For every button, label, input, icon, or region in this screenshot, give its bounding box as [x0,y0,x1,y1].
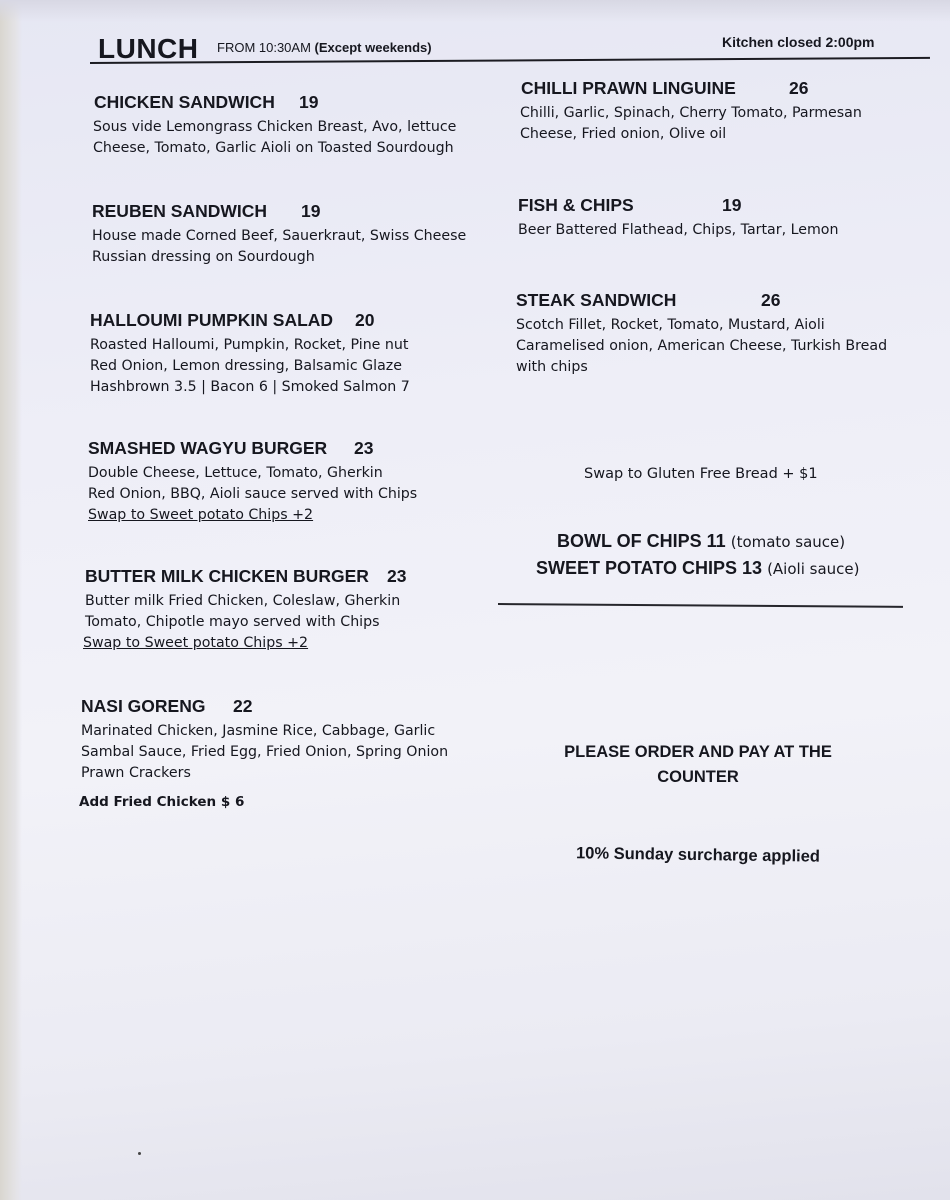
gluten-free-note: Swap to Gluten Free Bread + $1 [584,466,818,482]
item-desc-line: Cheese, Fried onion, Olive oil [520,126,727,142]
item-desc-line: Butter milk Fried Chicken, Coleslaw, Gherkin [85,593,401,609]
item-price: 19 [301,201,321,221]
menu-item-nasi-goreng [81,696,471,810]
notice-line: PLEASE ORDER AND PAY AT THE [564,743,832,761]
menu-item-chilli-prawn-linguine [521,78,911,145]
item-price: 23 [387,566,407,586]
lunch-from-time: FROM 10:30AM [217,40,311,55]
item-name: HALLOUMI PUMPKIN SALAD [90,310,334,330]
menu-item-chicken-sandwich [94,92,484,159]
item-desc-line: Prawn Crackers [81,765,191,781]
sides-divider [498,603,903,607]
order-at-counter-notice [540,740,856,790]
item-name: FISH & CHIPS [518,195,634,215]
item-price: 26 [789,78,809,98]
item-desc-line: Cheese, Tomato, Garlic Aioli on Toasted Sourdough [93,140,454,156]
item-name: CHILLI PRAWN LINGUINE [521,78,736,98]
side-sweet-potato-chips [536,558,859,579]
lunch-hours [217,40,432,55]
menu-item-reuben-sandwich [92,201,482,268]
notice-line: COUNTER [657,768,739,786]
paper-top-shadow [0,0,950,22]
item-price: 20 [355,310,375,330]
item-name: SMASHED WAGYU BURGER [88,438,328,458]
item-extras-line: Hashbrown 3.5 | Bacon 6 | Smoked Salmon 7 [90,379,410,395]
menu-item-steak-sandwich [516,290,906,378]
add-fried-chicken-note: Add Fried Chicken $ 6 [79,794,245,810]
side-note: (tomato sauce) [730,533,846,551]
paper-edge [0,0,22,1200]
item-price: 26 [761,290,781,310]
item-desc-line: Tomato, Chipotle mayo served with Chips [85,614,380,630]
item-price: 23 [354,438,374,458]
item-desc-line: Beer Battered Flathead, Chips, Tartar, Lemon [518,222,839,238]
menu-item-butter-milk-chicken-burger [85,566,475,653]
menu-item-fish-and-chips [518,195,908,241]
item-desc-line: Russian dressing on Sourdough [92,249,315,265]
item-desc-line: Scotch Fillet, Rocket, Tomato, Mustard, Aioli [516,317,825,333]
item-desc-line: Sous vide Lemongrass Chicken Breast, Avo, lettuce [93,119,457,135]
menu-title: LUNCH [98,33,199,64]
menu-item-halloumi-pumpkin-salad [90,310,480,398]
item-desc-line: Sambal Sauce, Fried Egg, Fried Onion, Spring Onion [81,744,449,760]
item-name: CHICKEN SANDWICH [94,92,275,112]
item-name: STEAK SANDWICH [516,290,677,310]
sweet-potato-swap-note: Swap to Sweet potato Chips +2 [88,507,314,523]
item-desc-line: Chilli, Garlic, Spinach, Cherry Tomato, Parmesan [520,105,862,121]
side-note: (Aioli sauce) [767,560,860,578]
item-name: BUTTER MILK CHICKEN BURGER [85,566,369,586]
sweet-potato-swap-note: Swap to Sweet potato Chips +2 [83,635,309,651]
side-bowl-of-chips [557,531,845,552]
item-price: 22 [233,696,253,716]
item-desc-line: Red Onion, Lemon dressing, Balsamic Glaze [90,358,402,374]
paper-speck [138,1152,141,1155]
item-price: 19 [299,92,319,112]
kitchen-closing-time: Kitchen closed 2:00pm [722,34,875,50]
side-name: BOWL OF CHIPS 11 [557,531,726,551]
lunch-exception: (Except weekends) [314,40,432,55]
side-name: SWEET POTATO CHIPS 13 [536,558,763,578]
sunday-surcharge-notice: 10% Sunday surcharge applied [575,844,821,866]
item-desc-line: Red Onion, BBQ, Aioli sauce served with Chips [88,486,418,502]
menu-item-smashed-wagyu-burger [88,438,478,525]
item-desc-line: Caramelised onion, American Cheese, Turkish Bread [516,338,888,354]
item-desc-line: Double Cheese, Lettuce, Tomato, Gherkin [88,465,383,481]
item-desc-line: Marinated Chicken, Jasmine Rice, Cabbage, Garlic [81,723,436,739]
item-name: REUBEN SANDWICH [92,201,267,221]
header-divider [90,57,930,64]
item-name: NASI GORENG [81,696,206,716]
item-desc-line: House made Corned Beef, Sauerkraut, Swiss Cheese [92,228,467,244]
item-price: 19 [722,195,742,215]
item-desc-line: Roasted Halloumi, Pumpkin, Rocket, Pine nut [90,337,409,353]
item-desc-line: with chips [516,359,588,375]
